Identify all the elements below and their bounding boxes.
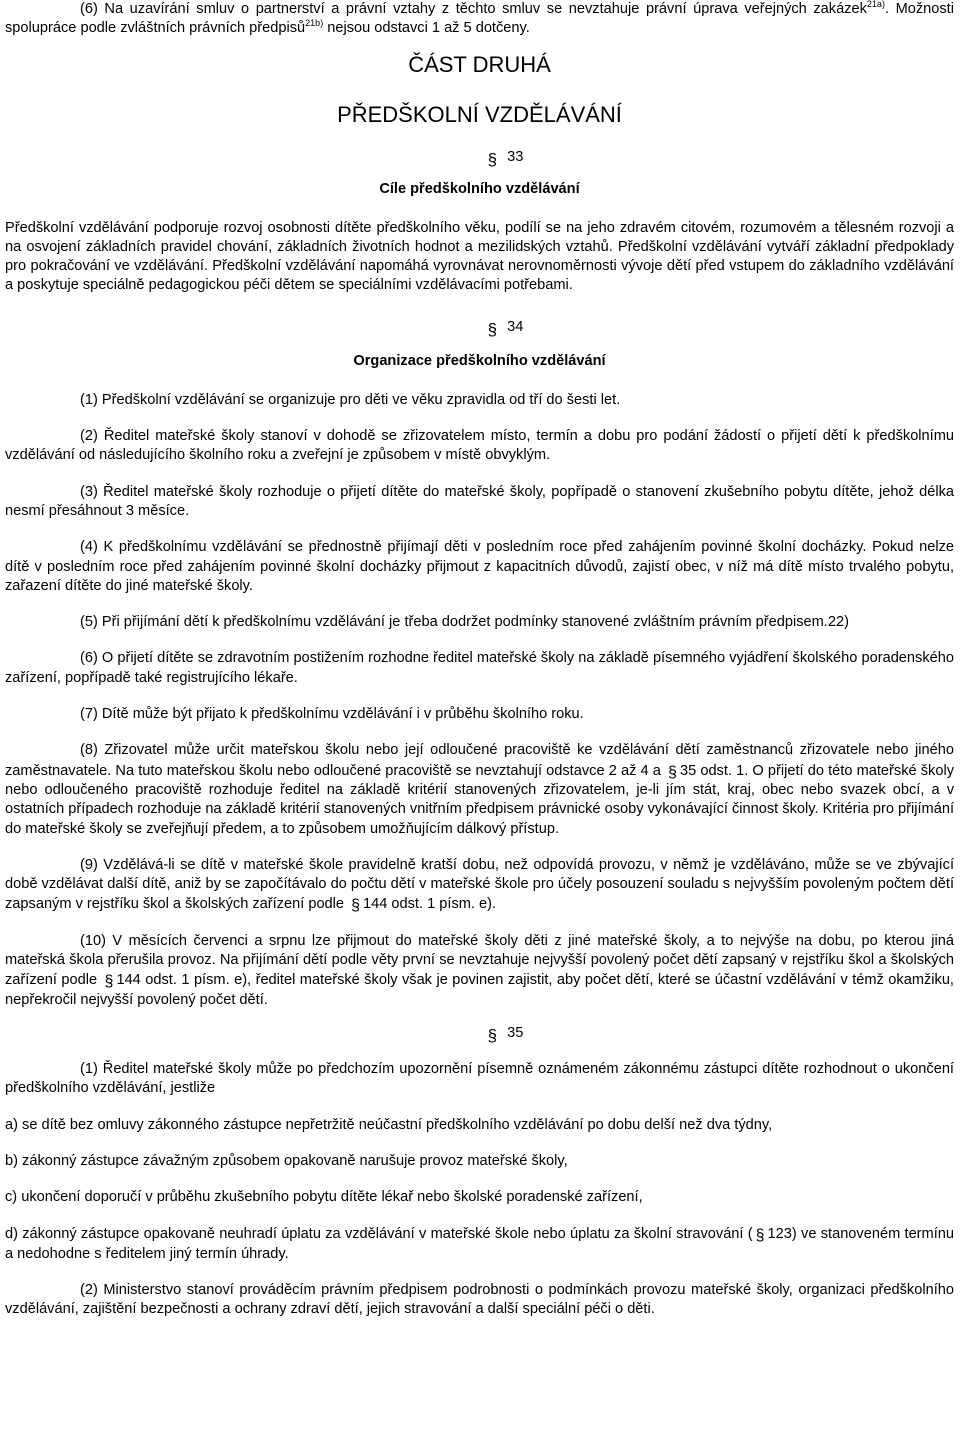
section-symbol: §: [104, 973, 114, 991]
intro-text-1: (6) Na uzavírání smluv o partnerství a právní vztahy z těchto smluv se nevztahuje právní úprava veřejných: [80, 1, 807, 17]
s35-paragraph-1: (1) Ředitel mateřské školy může po předchozím upozornění písemně oznámeném zákonnému zástupci dítěte rozhodnout o ukončení předškolního vzdělávání, jestliže: [5, 1060, 954, 1097]
s34-paragraph-7: (7) Dítě může být přijato k předškolnímu vzdělávání i v průběhu školního roku.: [80, 706, 584, 723]
part-title: ČÁST DRUHÁ: [408, 51, 551, 77]
footnote-ref-21a: 21a): [866, 0, 885, 9]
s34-paragraph-8: [5, 741, 954, 838]
s34-p8-text-2: 35 odst. 1. O přijetí do této mateřské školy nebo odloučeného pracoviště rozhoduje ředitel na základě kritérií stanovených zřizovatelem, je-li jím stát, kraj, obec nebo svazek obcí, a v ostatních případech rozhoduje na základě kritérií stanovených vnitřním předpisem právnické osoby vykonávající činnost školy. Kritéria pro přijímání do mateřské školy se zveřejňují předem, a to způsobem umožňujícím dálkový přístup.: [5, 762, 955, 837]
section-34-number: [5, 316, 954, 337]
s35-item-b: b) zákonný zástupce závažným způsobem opakovaně narušuje provoz mateřské školy,: [5, 1152, 568, 1169]
intro-paragraph: [5, 0, 954, 39]
s34-paragraph-5: (5) Při přijímání dětí k předškolnímu vzdělávání je třeba dodržet podmínky stanovené zvláštním právním předpisem.22): [80, 614, 849, 631]
section-number: 33: [507, 148, 524, 165]
section-symbol: §: [668, 763, 677, 781]
s34-p9-text-2: 144 odst. 1 písm. e).: [363, 896, 497, 913]
s35-item-c: c) ukončení doporučí v průběhu zkušebního pobytu dítěte lékař nebo školské poradenské zařízení,: [5, 1189, 643, 1206]
section-symbol: §: [487, 149, 498, 169]
section-symbol: §: [351, 897, 360, 915]
s34-p9-text-1: (9) Vzdělává-li se dítě v mateřské škole pravidelně kratší dobu, než odpovídá provozu, v němž je vzděláváno, může se ve zbývající době vzdělávat další dítě, aniž by se započítávalo do počtu dětí v mateřské škole pro účely posouzení souladu s nejvyšším povoleným počtem dětí zapsaným v rejstříku škol a školských zařízení podle: [5, 856, 954, 913]
section-symbol: §: [487, 319, 498, 339]
footnote-ref-21b: 21b): [305, 18, 324, 29]
s34-paragraph-6: (6) O přijetí dítěte se zdravotním postižením rozhodne ředitel mateřské školy na základě písemného vyjádření školského poradenského zařízení, popřípadě také registrujícího lékaře.: [5, 650, 954, 686]
s34-paragraph-10: [5, 932, 954, 1010]
section-33-heading: Cíle předškolního vzdělávání: [379, 180, 580, 197]
intro-text-4: nejsou odstavci 1 až 5 dotčeny.: [323, 20, 530, 37]
s34-paragraph-4: (4) K předškolnímu vzdělávání se přednostně přijímají děti v posledním roce před zahájením povinné školní docházky. Pokud nelze dítě v posledním roce před zahájením povinné školní docházky přijmout z kapacitních důvodů, zajistí obec, v níž má dítě místo trvalého pobytu, zařazení dítěte do jiné mateřské školy.: [5, 539, 954, 594]
section-33-number: [5, 146, 954, 167]
s35-paragraph-2: (2) Ministerstvo stanoví prováděcím právním předpisem podrobnosti o podmínkách provozu mateřské školy, organizaci předškolního vzdělávání, zajištění bezpečnosti a ochrany zdraví dětí, jejich stravování a další speciální péči o děti.: [5, 1281, 954, 1318]
section-34-heading: Organizace předškolního vzdělávání: [353, 352, 606, 369]
s34-paragraph-2: (2) Ředitel mateřské školy stanoví v dohodě se zřizovatelem místo, termín a dobu pro podání žádostí o přijetí dětí k předškolnímu vzdělávání od následujícího školního roku a zveřejní je způsobem v místě obvyklým.: [5, 428, 954, 464]
s35-d-text-1: d) zákonný zástupce opakovaně neuhradí úplatu za vzdělávání v mateřské škole nebo úplatu za školní stravování (: [5, 1226, 753, 1243]
section-33-text: Předškolní vzdělávání podporuje rozvoj osobnosti dítěte předškolního věku, podílí se na jeho zdravém citovém, rozumovém a tělesném rozvoji a na osvojení základních pravidel chování, základních životních hodnot a mezilidských vztahů. Předškolní vzdělávání vytváří základní předpoklady pro pokračování ve vzdělávání. Předškolní vzdělávání napomáhá vyrovnávat nerovnoměrnosti vývoje dětí před vstupem do základního vzdělávání a poskytuje speciálně pedagogickou péči dětem se speciálními vzdělávacími potřebami.: [5, 219, 954, 294]
s34-p10-text-2: 144 odst. 1 písm. e), ředitel mateřské školy však je povinen zajistit, aby počet dětí, které se účastní vzdělávání v témž okamžiku, nepřekročil nejvyšší povolený počet dětí.: [5, 972, 954, 1008]
s34-p10-text-1: (10) V měsících červenci a srpnu lze přijmout do mateřské školy děti z jiné mateřské školy, a to nejvýše na dobu, po kterou jiná mateřská škola přerušila provoz. Na přijímání dětí podle věty první se nevztahuje nejvyšší povolený počet dětí zapsaný v rejstříku škol a školských zařízení podle: [5, 932, 954, 989]
intro-text-3: . Možnosti spolupráce podle zvláštních právních předpisů: [5, 1, 954, 37]
s35-d-text-2: 123) ve stanoveném termínu a nedohodne s ředitelem jiný termín úhrady.: [5, 1226, 954, 1262]
s34-paragraph-1: (1) Předškolní vzdělávání se organizuje pro děti ve věku zpravidla od tří do šesti let.: [80, 391, 621, 408]
section-number: 35: [507, 1024, 524, 1041]
s35-item-d: [5, 1224, 954, 1264]
s34-p8-text-1: (8) Zřizovatel může určit mateřskou školu nebo její odloučené pracoviště ke vzdělávání dětí zaměstnanců zřizovatele nebo jiného zaměstnavatele. Na tuto mateřskou školu nebo odloučené pracoviště se nevztahují odstavce 2 až 4 a: [5, 742, 954, 779]
section-symbol: §: [487, 1025, 498, 1045]
s34-paragraph-9: [5, 856, 954, 915]
section-35-number: [5, 1022, 954, 1043]
section-symbol: §: [755, 1227, 765, 1245]
s34-paragraph-3: (3) Ředitel mateřské školy rozhoduje o přijetí dítěte do mateřské školy, popřípadě o stanovení zkušebního pobytu dítěte, jehož délka nesmí přesáhnout 3 měsíce.: [5, 483, 954, 519]
section-number: 34: [507, 318, 524, 335]
intro-text-2: zakázek: [813, 1, 867, 17]
part-subtitle: PŘEDŠKOLNÍ VZDĚLÁVÁNÍ: [337, 101, 622, 127]
s35-item-a: a) se dítě bez omluvy zákonného zástupce nepřetržitě neúčastní předškolního vzdělávání po dobu delší než dva týdny,: [5, 1116, 773, 1133]
